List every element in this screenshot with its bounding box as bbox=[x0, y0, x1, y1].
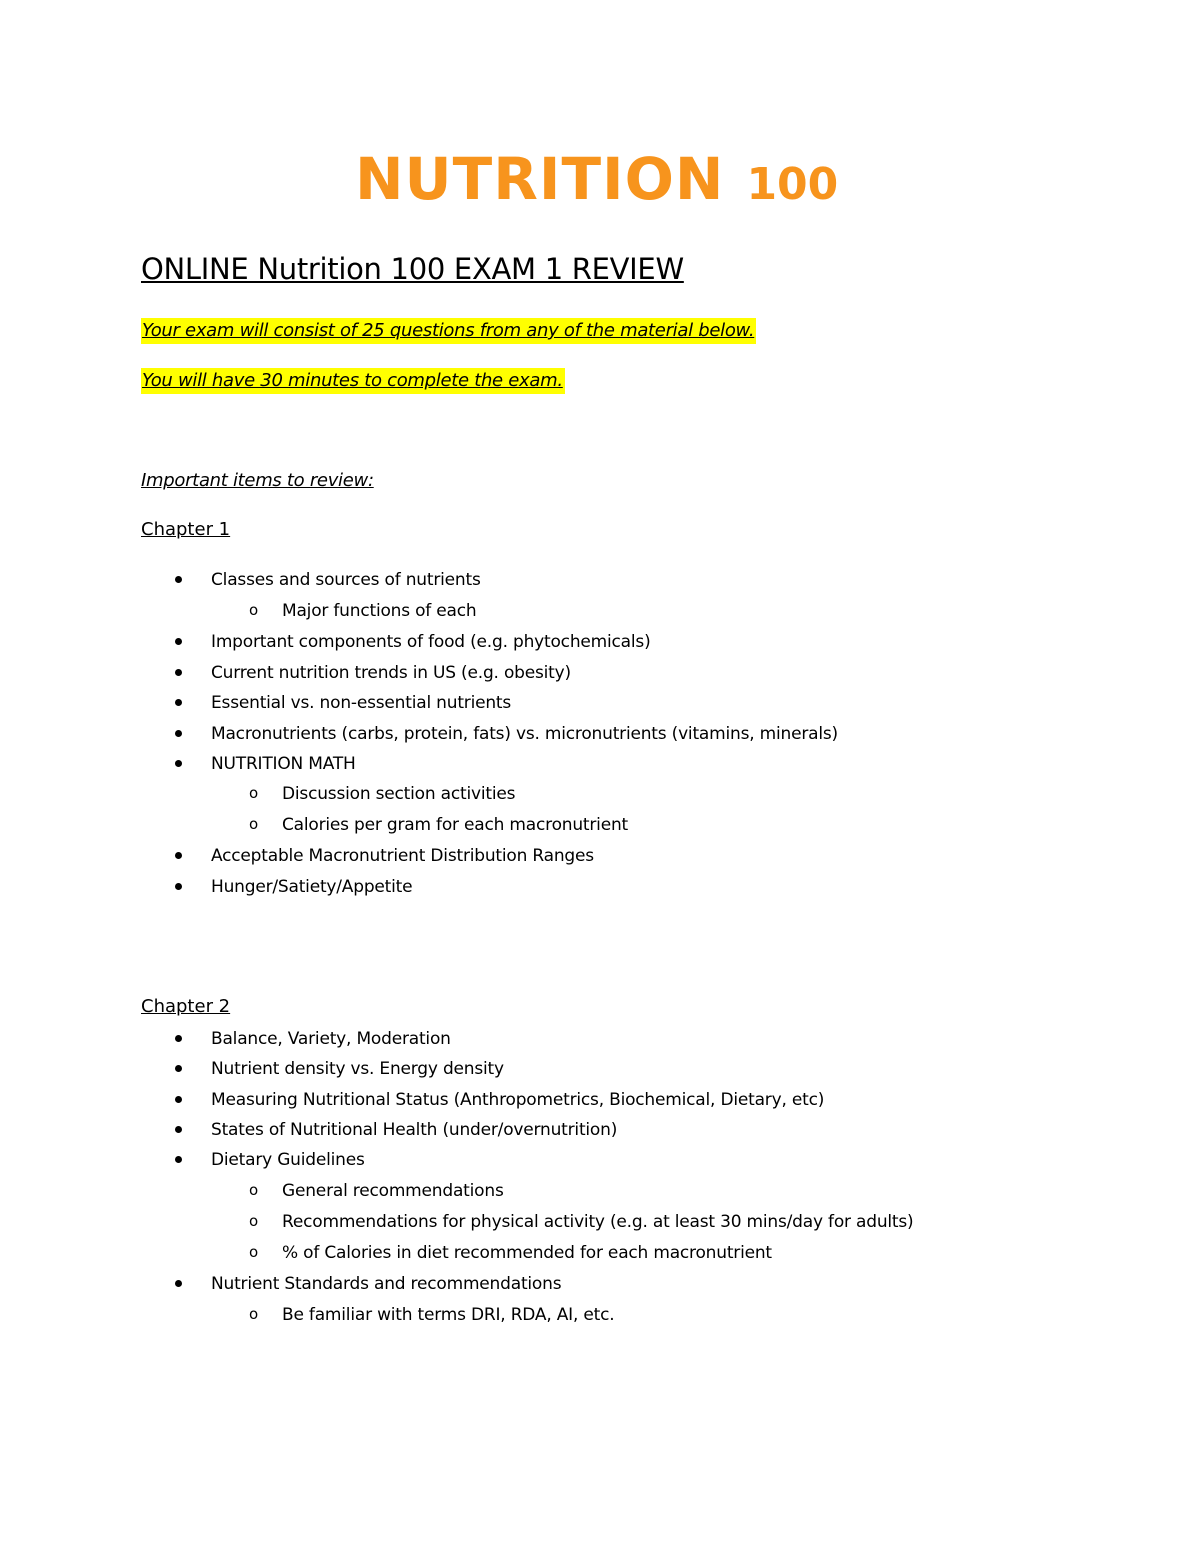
list-item-text: Acceptable Macronutrient Distribution Ranges bbox=[211, 846, 594, 866]
list-item-text: Be familiar with terms DRI, RDA, AI, etc. bbox=[282, 1305, 615, 1325]
list-item-text: Hunger/Satiety/Appetite bbox=[211, 877, 413, 897]
list-item-text: Macronutrients (carbs, protein, fats) vs. micronutrients (vitamins, minerals) bbox=[211, 724, 838, 744]
list-item bbox=[249, 1243, 772, 1263]
sub-bullet-marker: o bbox=[249, 1212, 258, 1230]
logo-number: 100 bbox=[746, 159, 839, 210]
bullet-marker bbox=[175, 1065, 182, 1072]
list-item-text: Nutrient Standards and recommendations bbox=[211, 1274, 562, 1294]
list-item bbox=[211, 877, 412, 897]
list-item-text: Discussion section activities bbox=[282, 784, 516, 804]
list-item-text: Important components of food (e.g. phytochemicals) bbox=[211, 632, 651, 652]
list-item bbox=[249, 815, 628, 835]
list-item bbox=[249, 1180, 504, 1201]
list-item-text: Calories per gram for each macronutrient bbox=[282, 815, 628, 835]
list-item bbox=[211, 663, 571, 683]
list-item bbox=[211, 1059, 504, 1079]
sub-bullet-marker: o bbox=[249, 601, 258, 619]
list-item-text: Major functions of each bbox=[282, 601, 477, 621]
list-item bbox=[249, 1305, 615, 1325]
list-item-text: Classes and sources of nutrients bbox=[211, 570, 481, 590]
list-item-text: General recommendations bbox=[282, 1180, 504, 1201]
list-item bbox=[211, 693, 511, 713]
list-item-text: Measuring Nutritional Status (Anthropometrics, Biochemical, Dietary, etc) bbox=[211, 1089, 825, 1110]
bullet-marker bbox=[175, 1280, 182, 1287]
bullet-marker bbox=[175, 730, 182, 737]
bullet-marker bbox=[175, 669, 182, 676]
list-item-text: NUTRITION MATH bbox=[211, 754, 356, 774]
review-items-label: Important items to review: bbox=[141, 470, 374, 491]
exam-questions-note bbox=[141, 320, 756, 341]
list-item-text: Recommendations for physical activity (e.g. at least 30 mins/day for adults) bbox=[282, 1212, 914, 1232]
list-item-text: Nutrient density vs. Energy density bbox=[211, 1058, 504, 1079]
chapter-2-heading: Chapter 2 bbox=[141, 996, 231, 1017]
bullet-marker bbox=[175, 638, 182, 645]
exam-time-text: You will have 30 minutes to complete the exam. bbox=[141, 368, 565, 394]
bullet-marker bbox=[175, 576, 182, 583]
sub-bullet-marker: o bbox=[249, 815, 258, 833]
sub-bullet-marker: o bbox=[249, 784, 258, 802]
list-item bbox=[211, 1029, 451, 1049]
list-item-text: Essential vs. non-essential nutrients bbox=[211, 693, 512, 713]
bullet-marker bbox=[175, 699, 182, 706]
sub-bullet-marker: o bbox=[249, 1180, 258, 1199]
list-item bbox=[211, 724, 838, 744]
list-item-text: Balance, Variety, Moderation bbox=[211, 1029, 451, 1049]
list-item bbox=[211, 1150, 365, 1170]
sub-bullet-marker: o bbox=[249, 1305, 258, 1323]
bullet-marker bbox=[175, 1035, 182, 1042]
chapter-1-heading: Chapter 1 bbox=[141, 519, 231, 540]
list-item bbox=[211, 1274, 561, 1294]
bullet-marker bbox=[175, 1156, 182, 1163]
bullet-marker bbox=[175, 852, 182, 859]
list-item-text: Current nutrition trends in US (e.g. obesity) bbox=[211, 663, 571, 683]
exam-questions-text: Your exam will consist of 25 questions from any of the material below. bbox=[141, 318, 756, 344]
bullet-marker bbox=[175, 883, 182, 890]
bullet-marker bbox=[175, 1126, 182, 1133]
logo-word: NUTRITION bbox=[355, 145, 725, 213]
list-item-text: Dietary Guidelines bbox=[211, 1150, 365, 1170]
list-item-text: States of Nutritional Health (under/overnutrition) bbox=[211, 1119, 618, 1140]
exam-time-note bbox=[141, 370, 565, 391]
list-item-text: % of Calories in diet recommended for each macronutrient bbox=[282, 1243, 772, 1263]
list-item bbox=[211, 632, 651, 652]
page-title: ONLINE Nutrition 100 EXAM 1 REVIEW bbox=[141, 252, 684, 286]
list-item bbox=[249, 1212, 914, 1232]
bullet-marker bbox=[175, 760, 182, 767]
list-item bbox=[211, 846, 594, 866]
list-item bbox=[249, 601, 477, 621]
sub-bullet-marker: o bbox=[249, 1243, 258, 1261]
list-item bbox=[249, 784, 516, 804]
list-item bbox=[211, 1090, 824, 1110]
list-item bbox=[211, 754, 356, 774]
nutrition-100-logo bbox=[355, 145, 839, 213]
bullet-marker bbox=[175, 1096, 182, 1103]
list-item bbox=[211, 1120, 617, 1140]
list-item bbox=[211, 570, 481, 590]
